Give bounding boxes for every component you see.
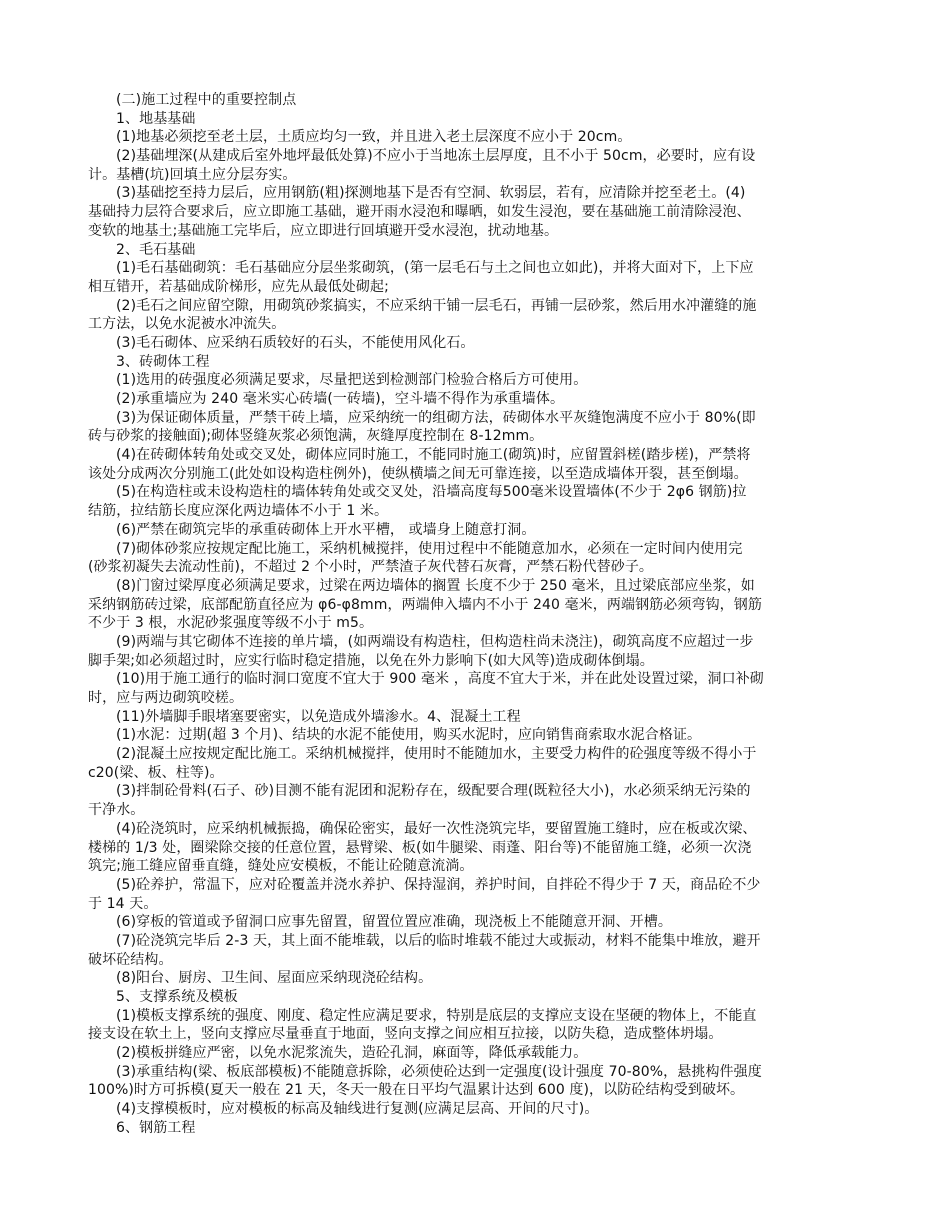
text-line: (3)毛石砌体、应采纳石质较好的石头，不能使用风化石。: [116, 334, 475, 351]
text-line: 计。基槽(坑)回填土应分层夯实。: [88, 166, 297, 183]
text-line: 2、毛石基础: [116, 241, 196, 258]
text-line: 筑完;施工缝应留垂直缝，缝处应安模板，不能让砼随意流淌。: [88, 858, 474, 875]
text-line: 砖与砂浆的接触面);砌体竖缝灰浆必须饱满，灰缝厚度控制在 8-12mm。: [88, 428, 544, 445]
text-line: 6、钢筋工程: [116, 1119, 196, 1136]
text-line: (5)在构造柱或未设构造柱的墙体转角处或交叉处，沿墙高度每500毫米设置墙体(不少于 2φ6 钢筋)拉: [116, 484, 747, 501]
text-line: 5、支撑系统及模板: [116, 989, 238, 1005]
text-line: (3)承重结构(梁、板底部模板)不能随意拆除，必须使砼达到一定强度(设计强度 70-80%，悬挑构件强度: [116, 1063, 762, 1080]
text-line: (2)毛石之间应留空隙，用砌筑砂浆搞实，不应采纳干铺一层毛石，再铺一层砂浆，然后用水冲灌缝的施: [116, 297, 757, 314]
text-line: (二)施工过程中的重要控制点: [116, 92, 297, 108]
text-line: (3)拌制砼骨料(石子、砂)目测不能有泥团和泥粉存在，级配要合理(既粒径大小)，水必须采纳无污染的: [116, 783, 751, 800]
text-line: (1)水泥：过期(超 3 个月)、结块的水泥不能使用，购买水泥时，应向销售商索取水泥合格证。: [116, 727, 702, 744]
text-line: 于 14 天。: [88, 895, 158, 912]
text-line: (8)门窗过梁厚度必须满足要求，过梁在两边墙体的搁置 长度不少于 250 毫米，且过梁底部应坐浆，如: [116, 577, 755, 594]
text-line: (10)用于施工通行的临时洞口宽度不宜大于 900 毫米 ，高度不宜大于米，并在此处设置过梁，洞口补砌: [116, 671, 764, 688]
text-line: (7)砼浇筑完毕后 2-3 天，其上面不能堆载，以后的临时堆载不能过大或振动，材料不能集中堆放，避开: [116, 932, 761, 949]
text-line: 1、地基基础: [116, 110, 196, 127]
text-line: (6)穿板的管道或予留洞口应事先留置，留置位置应准确，现浇板上不能随意开洞、开槽。: [116, 914, 672, 931]
text-line: 3、砖砌体工程: [116, 353, 210, 370]
text-line: (1)地基必须挖至老土层，土质应均匀一致，并且进入老土层深度不应小于 20cm。: [116, 129, 632, 146]
text-line: (5)砼养护，常温下，应对砼覆盖并浇水养护、保持湿润，养护时间，自拌砼不得少于 7 天，商品砼不少: [116, 876, 761, 893]
text-line: (1)模板支撑系统的强度、刚度、稳定性应满足要求，特别是底层的支撑应支设在坚硬的物体上，不能直: [116, 1007, 757, 1024]
text-line: 相互错开，若基础成阶梯形，应先从最低处砌起;: [88, 278, 389, 295]
text-line: 接支设在软土上，竖向支撑应尽量垂直于地面，竖向支撑之间应相互拉接，以防失稳，造成整体坍塌。: [88, 1026, 723, 1043]
document-body: [88, 91, 863, 1138]
text-line: (3)为保证砌体质量，严禁干砖上墙，应采纳统一的组砌方法，砖砌体水平灰缝饱满度不应小于 80%(即: [116, 409, 756, 426]
text-line: (2)基础埋深(从建成后室外地坪最低处算)不应小于当地冻土层厚度，且不小于 50cm，必要时，应有设: [116, 148, 756, 165]
text-line: 100%)时方可拆模(夏天一般在 21 天，冬天一般在日平均气温累计达到 600 度)，以防砼结构受到破坏。: [88, 1082, 745, 1099]
text-line: (11)外墙脚手眼堵塞要密实，以免造成外墙渗水。4、混凝土工程: [116, 708, 521, 725]
text-line: (2)承重墙应为 240 毫米实心砖墙(一砖墙)，空斗墙不得作为承重墙体。: [116, 391, 565, 407]
text-line: c20(梁、板、柱等)。: [88, 764, 224, 781]
text-line: 时，应与两边砌筑咬槎。: [88, 690, 244, 706]
text-line: (6)严禁在砌筑完毕的承重砖砌体上开水平槽， 或墙身上随意打洞。: [116, 521, 536, 538]
text-line: (砂浆初凝失去流动性前)，不超过 2 个小时，严禁渣子灰代替石灰膏，严禁石粉代替砂子。: [88, 559, 654, 576]
text-line: (4)支撑模板时，应对模板的标高及轴线进行复测(应满足层高、开间的尺寸)。: [116, 1101, 599, 1118]
text-line: 脚手架;如必须超过时，应实行临时稳定措施，以免在外力影响下(如大风等)造成砌体倒塌。: [88, 652, 654, 669]
text-line: (2)模板拼缝应严密，以免水泥浆流失，造砼孔洞，麻面等，降低承载能力。: [116, 1045, 588, 1062]
text-line: 工方法，以免水泥被水冲流失。: [88, 316, 286, 333]
text-line: 该处分成两次分别施工(此处如设构造柱例外)，使纵横墙之间无可靠连接，以至造成墙体开裂，甚至倒塌。: [88, 465, 748, 482]
text-line: 不少于 3 根，水泥砂浆强度等级不小于 m5。: [88, 615, 374, 632]
text-line: (4)在砖砌体转角处或交叉处，砌体应同时施工，不能同时施工(砌筑)时，应留置斜槎(踏步槎)，严禁将: [116, 447, 751, 464]
text-line: (3)基础挖至持力层后，应用钢筋(粗)探测地基下是否有空洞、软弱层，若有，应清除并挖至老土。(4): [116, 185, 746, 202]
text-line: (2)混凝土应按规定配比施工。采纳机械搅拌，使用时不能随加水，主要受力构件的砼强度等级不得小于: [116, 746, 757, 763]
text-line: (1)毛石基础砌筑：毛石基础应分层坐浆砌筑，(第一层毛石与土之间也立如此)，并将大面对下，上下应: [116, 260, 754, 277]
text-line: 破坏砼结构。: [88, 951, 173, 968]
text-line: 基础持力层符合要求后，应立即施工基础，避开雨水浸泡和曝晒，如发生浸泡，要在基础施工前清除浸泡、: [88, 204, 751, 221]
text-line: 采纳钢筋砖过梁，底部配筋直径应为 φ6-φ8mm，两端伸入墙内不小于 240 毫米，两端钢筋必须弯钩，钢筋: [88, 596, 762, 613]
text-line: (7)砌体砂浆应按规定配比施工，采纳机械搅拌，使用过程中不能随意加水，必须在一定时间内使用完: [116, 540, 743, 557]
text-line: 结筋，拉结筋长度应深化两边墙体不小于 1 米。: [88, 503, 389, 520]
text-line: (9)两端与其它砌体不连接的单片墙，(如两端设有构造柱，但构造柱尚未浇注)，砌筑高度不应超过一步: [116, 633, 754, 650]
text-line: 楼梯的 1/3 处，圈梁除交接的任意位置，悬臂梁、板(如牛腿梁、雨蓬、阳台等)不能留施工缝，必须一次浇: [88, 839, 752, 856]
text-line: 变软的地基土;基础施工完毕后，应立即进行回填避开受水浸泡，扰动地基。: [88, 222, 559, 239]
text-line: (8)阳台、厨房、卫生间、屋面应采纳现浇砼结构。: [116, 970, 433, 987]
text-line: 干净水。: [88, 802, 145, 819]
text-line: (4)砼浇筑时，应采纳机械振捣，确保砼密实，最好一次性浇筑完毕，要留置施工缝时，应在板或次梁、: [116, 820, 757, 837]
text-line: (1)选用的砖强度必须满足要求，尽量把送到检测部门检验合格后方可使用。: [116, 372, 588, 389]
